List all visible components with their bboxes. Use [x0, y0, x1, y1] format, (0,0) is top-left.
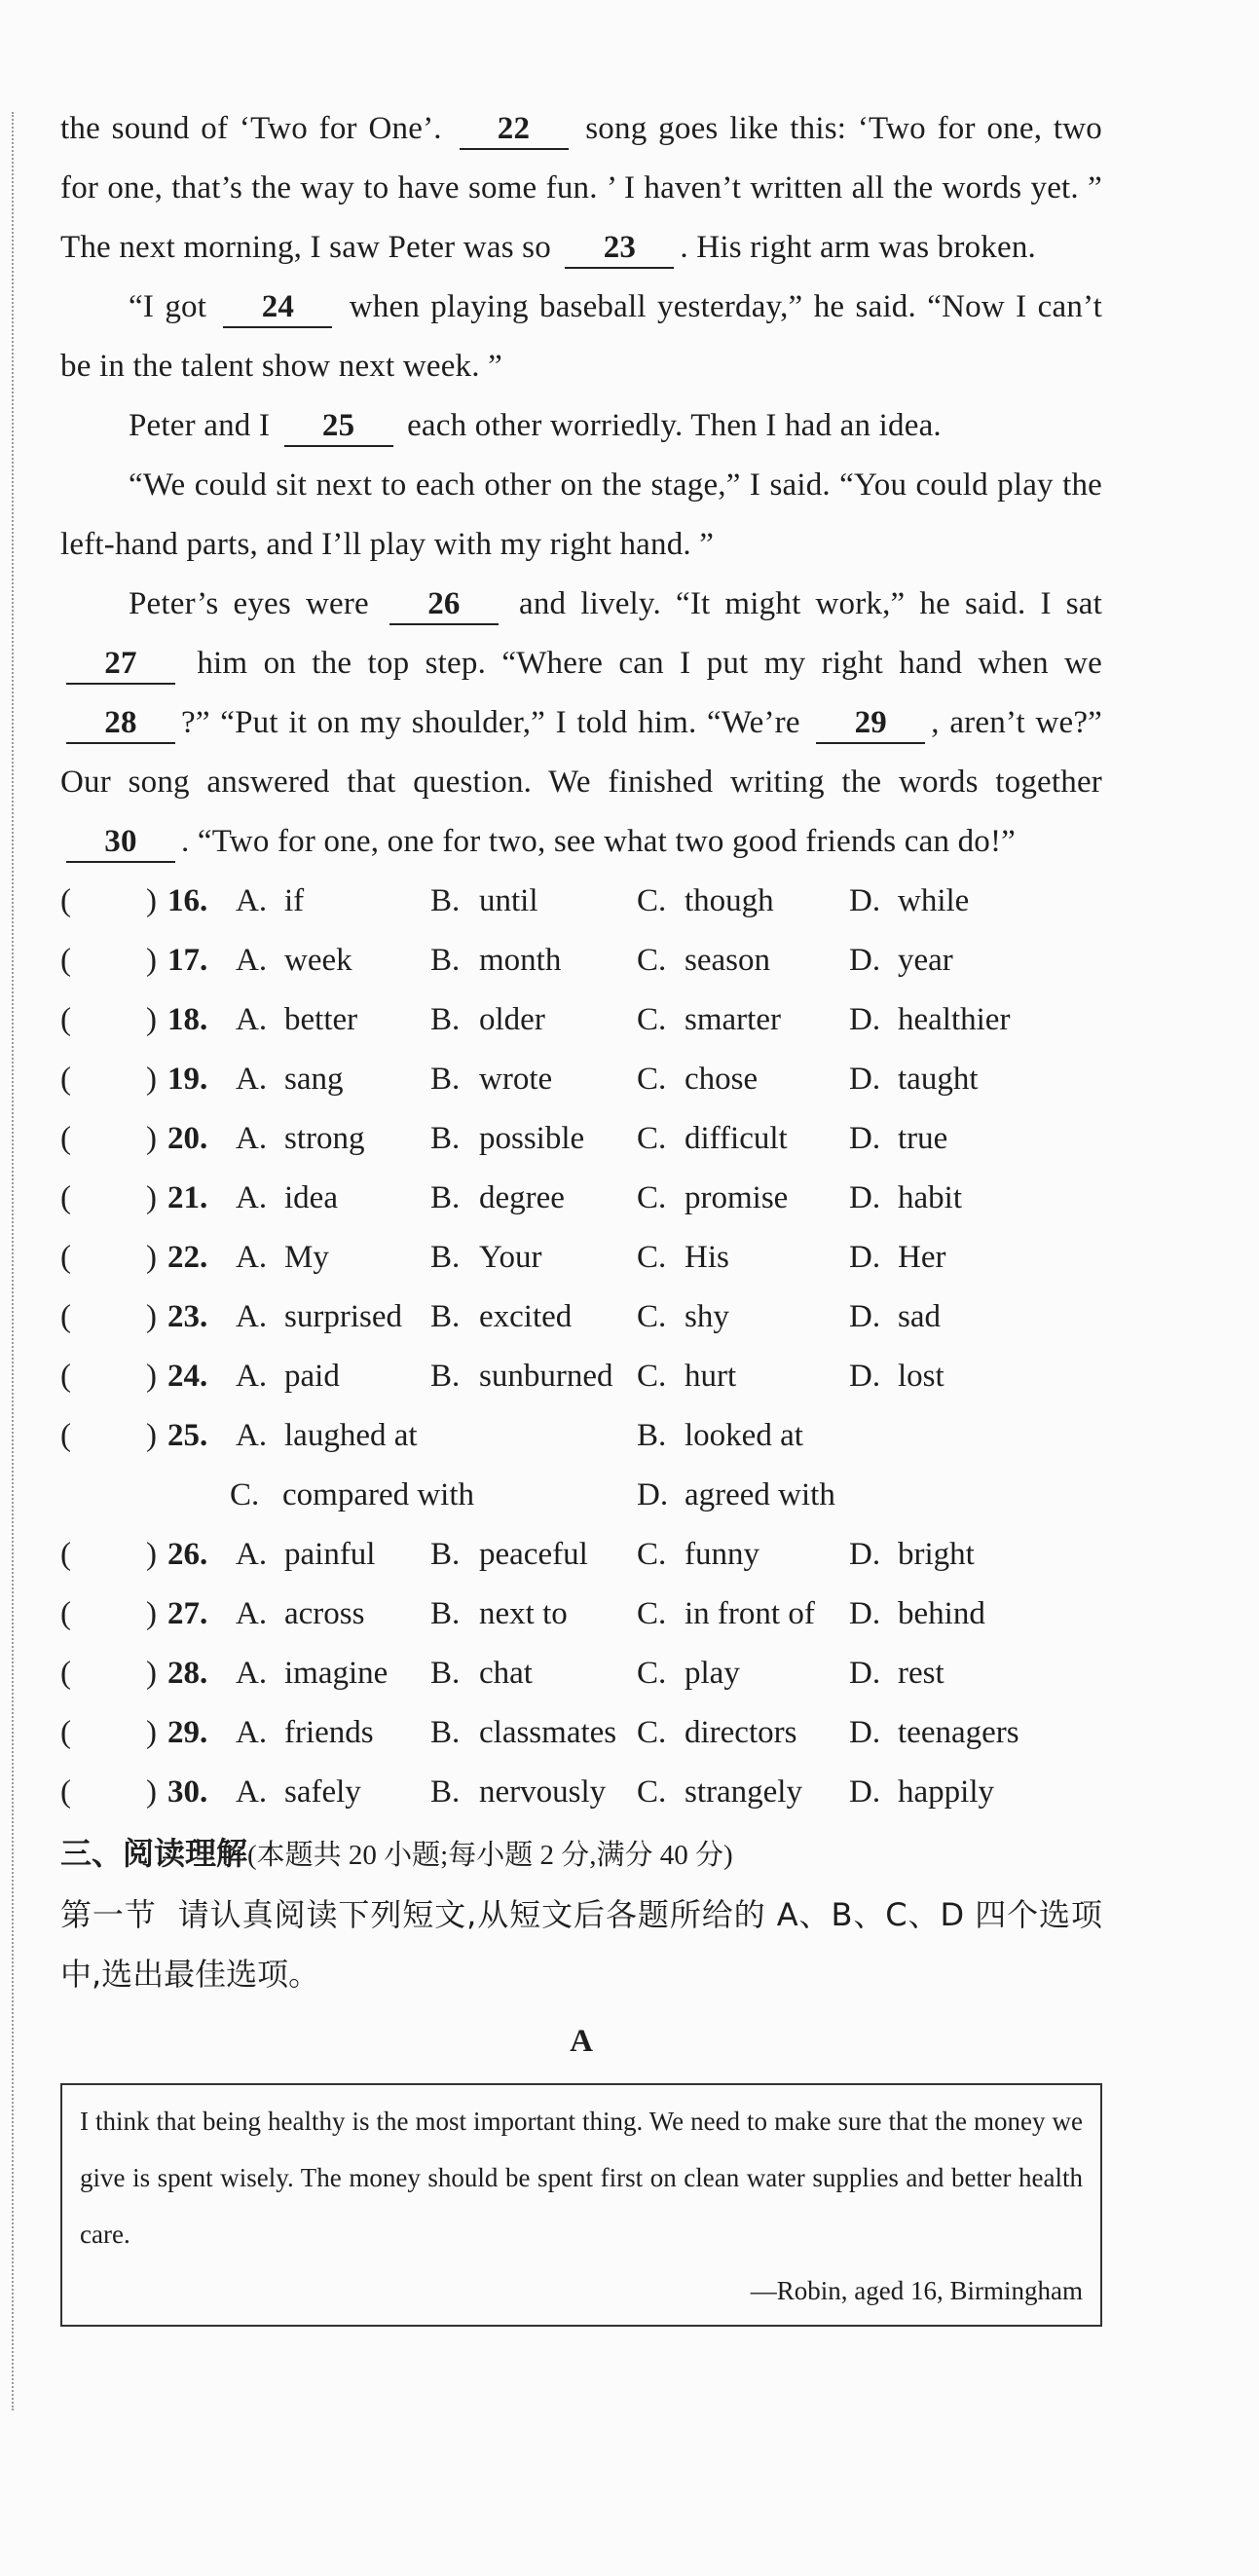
option-label: C. [637, 1656, 667, 1691]
option-text: season [685, 943, 770, 978]
option-text: safely [284, 1774, 361, 1810]
option-text: Your [479, 1240, 542, 1275]
answer-paren-left: ( [60, 1180, 71, 1215]
blank-29: 29 [816, 703, 925, 744]
quote-text: I think that being healthy is the most important thing. We need to make sure that the money we give is spent wisely. The money should be spent first on clean water supplies and better health care. [80, 2107, 1083, 2249]
option-text: though [685, 883, 774, 918]
option-label: B. [637, 1418, 667, 1453]
option-text: directors [685, 1715, 797, 1750]
answer-paren-left: ( [60, 1774, 71, 1810]
option-label: D. [849, 1299, 881, 1334]
quote-signature: —Robin, aged 16, Birmingham [750, 2276, 1083, 2305]
option-text: idea [284, 1180, 338, 1215]
option-text: year [898, 943, 953, 978]
option-label: A. [236, 1537, 268, 1572]
option-text: rest [898, 1656, 944, 1691]
option-label: A. [236, 1062, 268, 1097]
answer-paren-right: ) [146, 1299, 157, 1334]
option-label: C. [637, 1299, 667, 1334]
option-text: in front of [685, 1596, 815, 1631]
passage-text: , aren’t we?” Our song answered that question. We finished writing the words together [60, 705, 1103, 800]
answer-paren-right: ) [146, 1180, 157, 1215]
document-page [60, 99, 1102, 2327]
option-label: A. [236, 1656, 268, 1691]
option-label: C. [637, 1715, 667, 1750]
answer-paren-right: ) [146, 883, 157, 918]
answer-paren-left: ( [60, 1359, 71, 1394]
answer-paren-right: ) [146, 1002, 157, 1037]
answer-paren-left: ( [60, 1062, 71, 1097]
option-label: A. [236, 1240, 268, 1275]
option-text: play [685, 1656, 740, 1691]
option-label: C. [230, 1477, 260, 1512]
answer-paren-right: ) [146, 1418, 157, 1453]
option-text: smarter [685, 1002, 781, 1037]
option-label: D. [637, 1477, 669, 1512]
option-label: B. [430, 1656, 461, 1691]
option-label: C. [637, 1002, 667, 1037]
blank-27: 27 [66, 644, 175, 685]
option-text: laughed at [284, 1418, 418, 1453]
option-label: A. [236, 1180, 268, 1215]
option-text: degree [479, 1180, 565, 1215]
option-label: B. [430, 1537, 461, 1572]
answer-paren-left: ( [60, 1002, 71, 1037]
option-text: promise [685, 1180, 789, 1215]
question-number: 20. [167, 1121, 208, 1156]
question-number: 25. [167, 1418, 208, 1453]
option-label: B. [430, 1002, 461, 1037]
option-text: classmates [479, 1715, 617, 1750]
option-label: D. [849, 883, 881, 918]
passage-text: . His right arm was broken. [680, 230, 1036, 265]
option-label: C. [637, 1537, 667, 1572]
question-row [60, 1763, 1102, 1822]
answer-paren-left: ( [60, 943, 71, 978]
passage-paragraph-4 [60, 456, 1102, 575]
section-instruction [60, 1885, 1102, 2004]
option-text: Her [898, 1240, 946, 1275]
question-25 [60, 1406, 1102, 1466]
option-text: surprised [284, 1299, 402, 1334]
option-label: A. [236, 883, 268, 918]
answer-paren-right: ) [146, 1774, 157, 1810]
question-row [60, 1109, 1102, 1169]
passage-text: and lively. “It might work,” he said. I sat [518, 586, 1102, 621]
option-label: B. [430, 1062, 461, 1097]
question-number: 29. [167, 1715, 208, 1750]
question-row [60, 1169, 1102, 1228]
answer-paren-right: ) [146, 1596, 157, 1631]
question-row [60, 931, 1102, 990]
option-text: older [479, 1002, 545, 1037]
option-text: across [284, 1596, 365, 1631]
question-row [60, 872, 1102, 931]
option-label: C. [637, 1774, 667, 1810]
option-label: A. [236, 943, 268, 978]
option-label: B. [430, 1596, 461, 1631]
option-text: bright [898, 1537, 975, 1572]
option-label: A. [236, 1715, 268, 1750]
option-text: if [284, 883, 305, 918]
question-list [60, 872, 1102, 1406]
option-text: sad [898, 1299, 941, 1334]
question-number: 19. [167, 1062, 208, 1097]
option-label: A. [236, 1299, 268, 1334]
option-text: imagine [284, 1656, 389, 1691]
answer-paren-right: ) [146, 1121, 157, 1156]
blank-28: 28 [66, 703, 175, 744]
option-label: B. [430, 943, 461, 978]
option-label: D. [849, 1537, 881, 1572]
passage-text: Peter’s eyes were [129, 586, 369, 621]
passage-paragraph-1 [60, 99, 1102, 278]
option-label: D. [849, 1002, 881, 1037]
question-row [60, 990, 1102, 1050]
option-text: hurt [685, 1359, 737, 1394]
option-label: D. [849, 1656, 881, 1691]
option-text: strangely [685, 1774, 802, 1810]
question-row [60, 1585, 1102, 1644]
option-label: A. [236, 1418, 268, 1453]
answer-paren-left: ( [60, 1596, 71, 1631]
question-row [60, 1347, 1102, 1406]
passage-text: Peter and I [129, 408, 271, 443]
answer-paren-right: ) [146, 1240, 157, 1275]
option-text: possible [479, 1121, 585, 1156]
option-text: painful [284, 1537, 376, 1572]
option-text: strong [284, 1121, 365, 1156]
option-text: better [284, 1002, 358, 1037]
answer-paren-right: ) [146, 1062, 157, 1097]
passage-paragraph-2 [60, 278, 1102, 396]
answer-paren-right: ) [146, 943, 157, 978]
answer-paren-right: ) [146, 1537, 157, 1572]
option-text: sunburned [479, 1359, 613, 1394]
section-note: (本题共 20 小题;每小题 2 分,满分 40 分) [247, 1840, 733, 1871]
answer-paren-right: ) [146, 1656, 157, 1691]
question-row [60, 1288, 1102, 1347]
answer-paren-right: ) [146, 1715, 157, 1750]
option-text: sang [284, 1062, 344, 1097]
option-label: A. [236, 1596, 268, 1631]
option-label: C. [637, 1180, 667, 1215]
option-text: paid [284, 1359, 340, 1394]
answer-paren-left: ( [60, 1299, 71, 1334]
option-label: C. [637, 1359, 667, 1394]
option-text: taught [898, 1062, 979, 1097]
blank-23: 23 [565, 228, 674, 269]
answer-paren-left: ( [60, 1656, 71, 1691]
answer-paren-left: ( [60, 1537, 71, 1572]
option-text: wrote [479, 1062, 553, 1097]
option-text: happily [898, 1774, 994, 1810]
option-label: B. [430, 1180, 461, 1215]
option-label: D. [849, 1359, 881, 1394]
option-text: month [479, 943, 562, 978]
option-label: C. [637, 1240, 667, 1275]
option-label: D. [849, 1715, 881, 1750]
option-text: looked at [685, 1418, 803, 1453]
option-text: nervously [479, 1774, 607, 1810]
option-text: friends [284, 1715, 374, 1750]
question-row [60, 1228, 1102, 1288]
option-label: B. [430, 883, 461, 918]
passage-text: each other worriedly. Then I had an idea. [407, 408, 942, 443]
option-text: My [284, 1240, 329, 1275]
option-label: C. [637, 1596, 667, 1631]
option-label: B. [430, 1774, 461, 1810]
passage-text: him on the top step. “Where can I put my right hand when we [197, 646, 1103, 681]
option-text: week [284, 943, 352, 978]
option-label: D. [849, 1240, 881, 1275]
passage-paragraph-5 [60, 575, 1102, 872]
option-text: chat [479, 1656, 533, 1691]
instruction-text: 请认真阅读下列短文,从短文后各题所给的 A、B、C、D 四个选项中,选出最佳选项。 [60, 1896, 1102, 1993]
question-row [60, 1525, 1102, 1585]
option-label: D. [849, 943, 881, 978]
option-text: while [898, 883, 970, 918]
option-label: A. [236, 1121, 268, 1156]
option-label: B. [430, 1240, 461, 1275]
question-row [60, 1050, 1102, 1109]
blank-22: 22 [460, 109, 569, 150]
option-text: until [479, 883, 538, 918]
question-row [60, 1703, 1102, 1763]
option-label: D. [849, 1062, 881, 1097]
option-text: peaceful [479, 1537, 588, 1572]
quote-box [60, 2083, 1102, 2327]
option-text: shy [685, 1299, 729, 1334]
question-list [60, 1525, 1102, 1822]
option-label: D. [849, 1180, 881, 1215]
option-label: A. [236, 1002, 268, 1037]
passage-text: when playing baseball yesterday,” he said. “Now I can’t be in the talent show next week. ” [60, 289, 1103, 384]
answer-paren-left: ( [60, 1418, 71, 1453]
passage-paragraph-3 [60, 396, 1102, 456]
option-text: habit [898, 1180, 962, 1215]
part-label: 第一节 [60, 1896, 157, 1933]
option-label: C. [637, 943, 667, 978]
question-number: 24. [167, 1359, 208, 1394]
option-text: behind [898, 1596, 985, 1631]
option-label: D. [849, 1121, 881, 1156]
answer-paren-left: ( [60, 1715, 71, 1750]
passage-text: ?” “Put it on my shoulder,” I told him. “We’re [181, 705, 800, 740]
option-text: difficult [685, 1121, 788, 1156]
option-text: funny [685, 1537, 759, 1572]
question-number: 18. [167, 1002, 208, 1037]
option-text: chose [685, 1062, 759, 1097]
question-number: 22. [167, 1240, 208, 1275]
option-text: His [685, 1240, 729, 1275]
answer-paren-left: ( [60, 1121, 71, 1156]
option-text: true [898, 1121, 948, 1156]
blank-24: 24 [223, 287, 332, 328]
answer-paren-left: ( [60, 1240, 71, 1275]
question-number: 30. [167, 1774, 208, 1810]
question-number: 23. [167, 1299, 208, 1334]
blank-30: 30 [66, 822, 175, 863]
question-row [60, 1644, 1102, 1703]
option-label: D. [849, 1596, 881, 1631]
option-text: healthier [898, 1002, 1011, 1037]
option-label: A. [236, 1774, 268, 1810]
blank-26: 26 [389, 584, 499, 625]
option-text: agreed with [685, 1477, 835, 1512]
option-label: C. [637, 1062, 667, 1097]
answer-paren-right: ) [146, 1359, 157, 1394]
question-number: 27. [167, 1596, 208, 1631]
section-title: 三、阅读理解 [60, 1835, 248, 1872]
question-number: 21. [167, 1180, 208, 1215]
passage-text: . “Two for one, one for two, see what two good friends can do!” [181, 824, 1017, 859]
option-label: D. [849, 1774, 881, 1810]
option-text: compared with [282, 1477, 475, 1512]
option-label: C. [637, 883, 667, 918]
blank-25: 25 [284, 406, 393, 447]
passage-letter: A [570, 2024, 593, 2059]
passage-text: “I got [129, 289, 207, 324]
option-label: B. [430, 1299, 461, 1334]
answer-paren-left: ( [60, 883, 71, 918]
option-label: B. [430, 1359, 461, 1394]
option-label: A. [236, 1359, 268, 1394]
question-number: 28. [167, 1656, 208, 1691]
question-number: 16. [167, 883, 208, 918]
option-text: excited [479, 1299, 573, 1334]
option-text: teenagers [898, 1715, 1019, 1750]
option-label: C. [637, 1121, 667, 1156]
section-heading [60, 1824, 1102, 1885]
question-25-row-2 [60, 1466, 1102, 1525]
option-text: next to [479, 1596, 568, 1631]
passage-text: “We could sit next to each other on the stage,” I said. “You could play the left-hand parts, and I’ll play with my right hand. ” [60, 467, 1102, 562]
option-label: B. [430, 1715, 461, 1750]
question-number: 17. [167, 943, 208, 978]
option-text: lost [898, 1359, 944, 1394]
passage-text: the sound of ‘Two for One’. [60, 111, 442, 146]
option-label: B. [430, 1121, 461, 1156]
passage-text: song goes like this: ‘Two for one, two for one, that’s the way to have some fun. ’ I haven’t written all the words yet. ” The next morning, I saw Peter was so [60, 111, 1103, 265]
binding-margin-line [12, 112, 14, 2410]
question-number: 26. [167, 1537, 208, 1572]
